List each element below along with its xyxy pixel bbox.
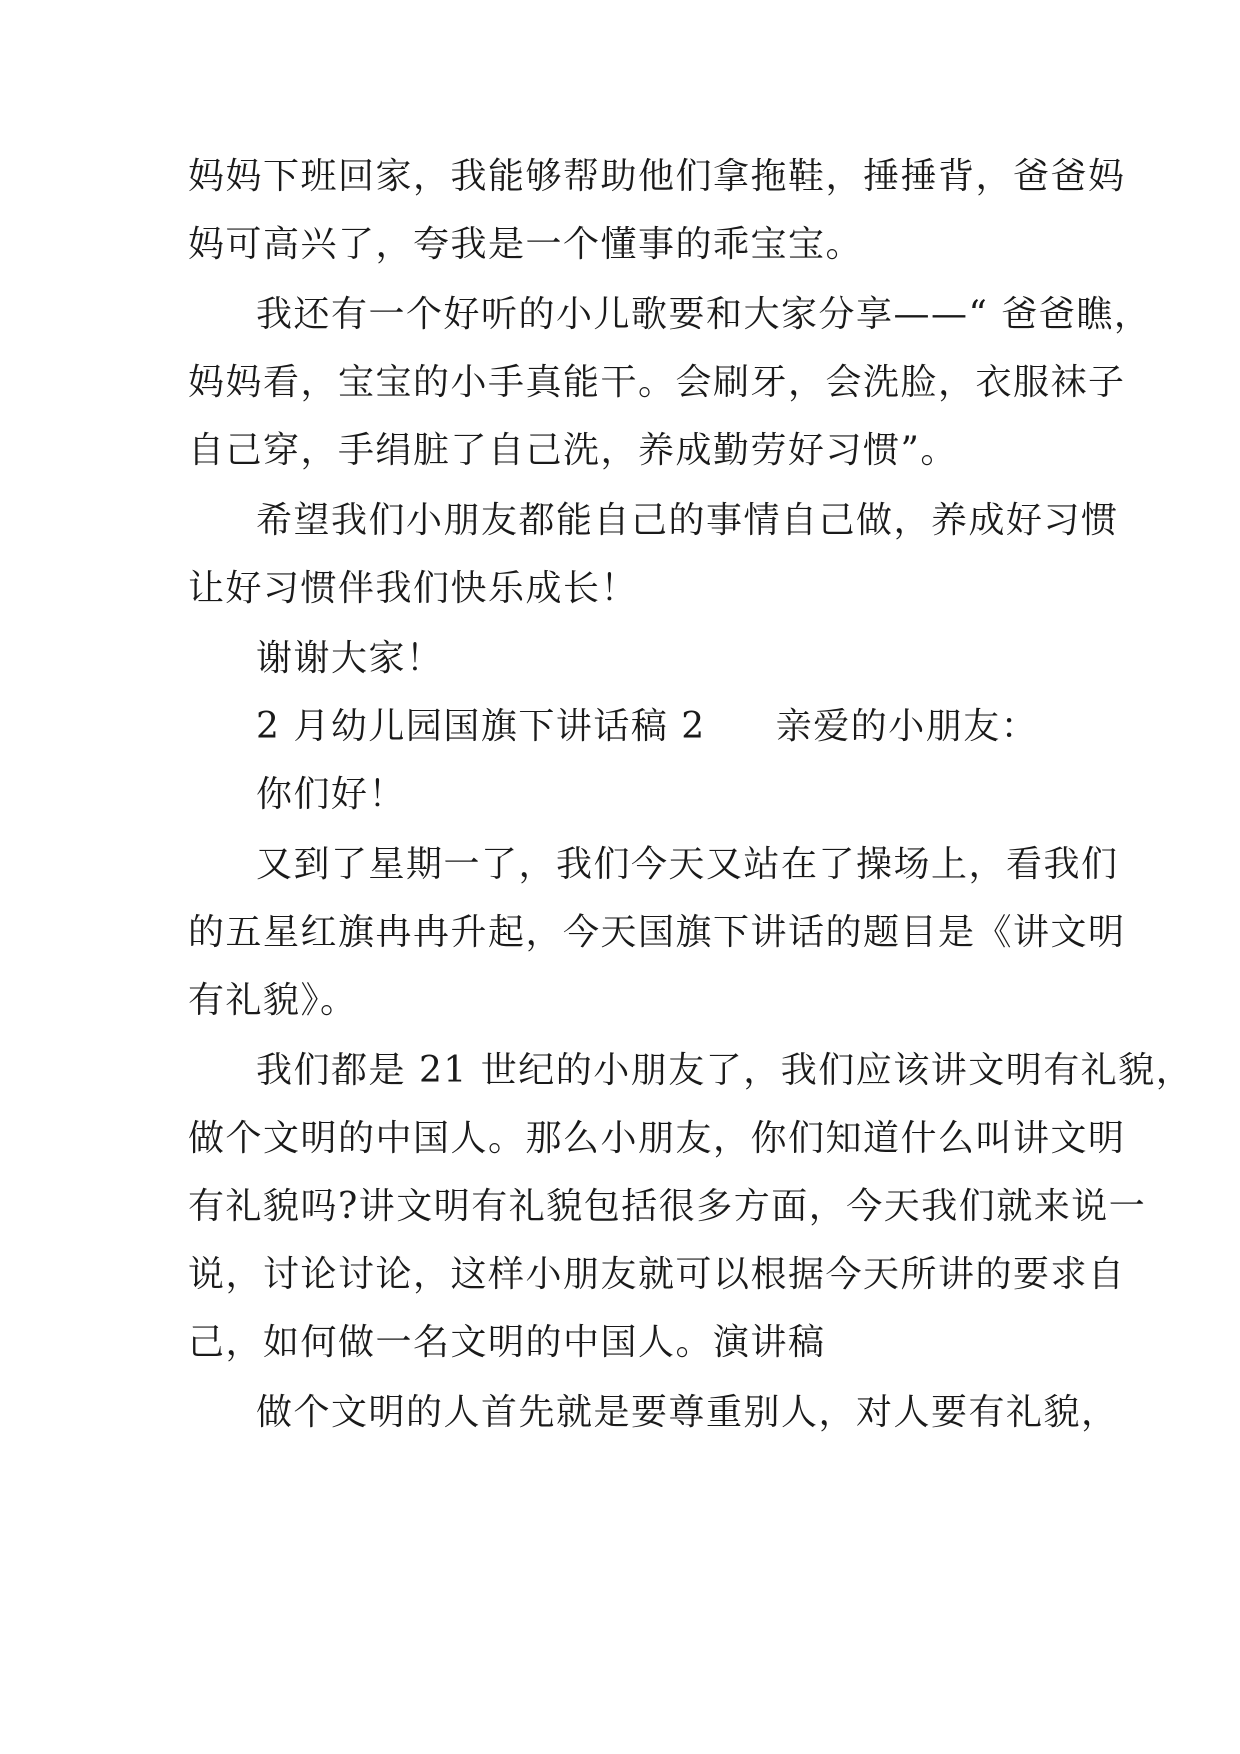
text-line: 的五星红旗冉冉升起，今天国旗下讲话的题目是《讲文明 — [188, 912, 1126, 953]
text-line: 有礼貌》。 — [188, 980, 358, 1021]
text-line: 做个文明的人首先就是要尊重别人，对人要有礼貌， — [256, 1392, 1119, 1433]
text-line: 谢谢大家！ — [256, 638, 444, 679]
section-title: 2 月幼儿园国旗下讲话稿 2 — [256, 706, 706, 747]
text-line: 自己穿，手绢脏了自己洗，养成勤劳好习惯”。 — [188, 430, 958, 471]
text-line: 己，如何做一名文明的中国人。演讲稿 — [188, 1322, 826, 1363]
text-line: 希望我们小朋友都能自己的事情自己做，养成好习惯 — [256, 500, 1119, 541]
text-line: 妈妈看，宝宝的小手真能干。会刷牙，会洗脸，衣服袜子 — [188, 362, 1126, 403]
salutation: 亲爱的小朋友： — [775, 706, 1039, 747]
text-line: 我还有一个好听的小儿歌要和大家分享——“ 爸爸瞧， — [256, 294, 1152, 335]
text-line: 你们好！ — [256, 774, 407, 815]
text-line: 让好习惯伴我们快乐成长！ — [188, 568, 639, 609]
text-line: 妈可高兴了，夸我是一个懂事的乖宝宝。 — [188, 224, 864, 265]
text-line: 做个文明的中国人。那么小朋友，你们知道什么叫讲文明 — [188, 1118, 1126, 1159]
text-line: 我们都是 21 世纪的小朋友了，我们应该讲文明有礼貌， — [256, 1050, 1194, 1091]
text-line: 有礼貌吗?讲文明有礼貌包括很多方面，今天我们就来说一 — [188, 1186, 1147, 1227]
text-line: 又到了星期一了，我们今天又站在了操场上，看我们 — [256, 844, 1119, 885]
section-heading-line — [256, 702, 1126, 752]
text-line: 妈妈下班回家，我能够帮助他们拿拖鞋，捶捶背，爸爸妈 — [188, 156, 1126, 197]
text-line: 说，讨论讨论，这样小朋友就可以根据今天所讲的要求自 — [188, 1254, 1126, 1295]
